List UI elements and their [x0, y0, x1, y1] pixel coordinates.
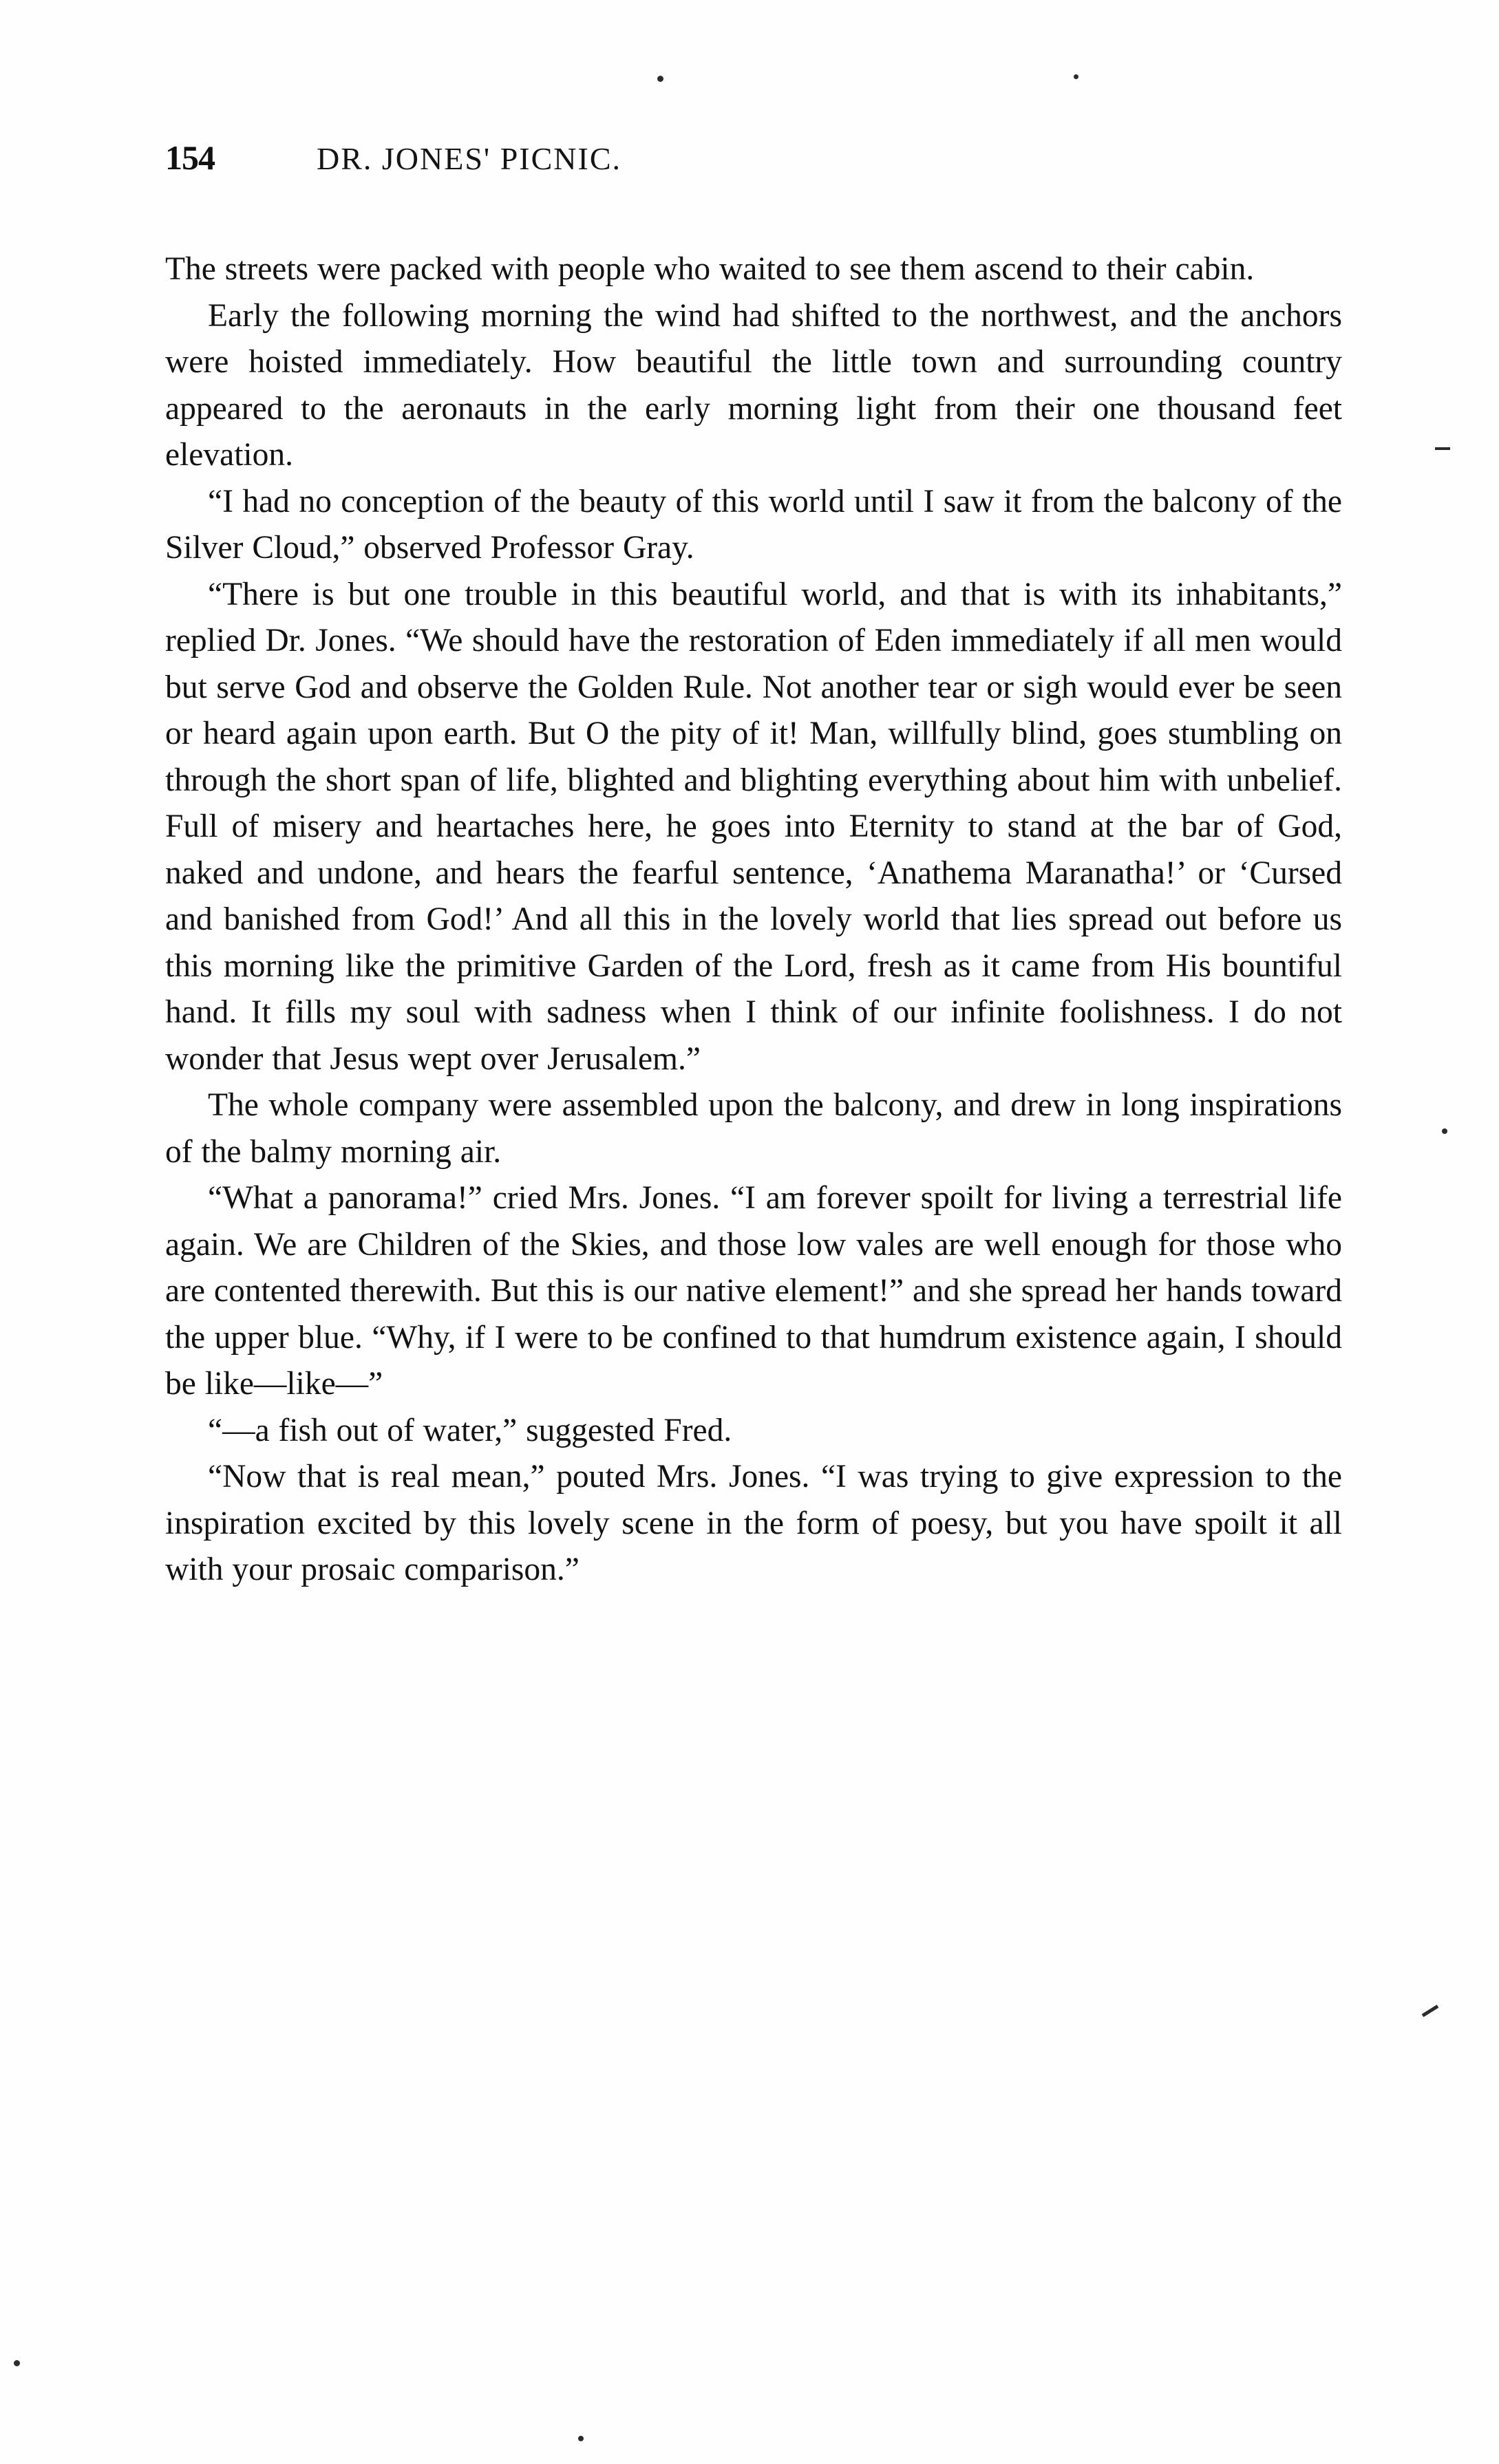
scan-speck	[1074, 74, 1078, 79]
paragraph: The streets were packed with people who waited to see them ascend to their cabin.	[165, 251, 1255, 287]
paragraph: “There is but one trouble in this beautiful world, and that is with its inhabitants,” replied Dr. Jones. “We should have the restoration of Eden immediately if all men would but serve God and observe the Golden Rule. Not another tear or sigh would ever be seen or heard again upon earth. But O the pity of it! Man, willfully blind, goes stumbling on through the short span of life, blighted and blighting everything about him with unbelief. Full of misery and heartaches here, he goes into Eternity to stand at the bar of God, naked and undone, and hears the fearful sentence, ‘Anathema Maranatha!’ or ‘Cursed and banished from God!’ And all this in the lovely world that lies spread out before us this morning like the primitive Garden of the Lord, fresh as it came from His bountiful hand. It fills my soul with sadness when I think of our infinite foolishness. I do not wonder that Jesus wept over Jerusalem.”	[165, 576, 1342, 1077]
page-number: 154	[165, 138, 215, 177]
page-content	[165, 138, 1342, 1594]
running-head: DR. JONES' PICNIC.	[317, 141, 622, 176]
paragraph: The whole company were assembled upon the balcony, and drew in long inspirations of the balmy morning air.	[165, 1087, 1342, 1170]
scan-speck	[578, 2436, 584, 2441]
scan-speck	[1442, 1128, 1447, 1134]
scan-speck	[657, 76, 663, 82]
scan-speck	[1422, 2004, 1439, 2017]
paragraph: “—a fish out of water,” suggested Fred.	[208, 1412, 732, 1448]
scan-speck	[1435, 447, 1450, 450]
paragraph: “What a panorama!” cried Mrs. Jones. “I am forever spoilt for living a terrestrial life again. We are Children of the Skies, and those low vales are well enough for those who are contented therewith. But this is our native element!” and she spread her hands toward the upper blue. “Why, if I were to be confined to that humdrum existence again, I should be like—like—”	[165, 1180, 1342, 1402]
paragraph: “I had no conception of the beauty of this world until I saw it from the balcony of the Silver Cloud,” observed Professor Gray.	[165, 483, 1342, 566]
paragraph: “Now that is real mean,” pouted Mrs. Jones. “I was trying to give expression to the inspiration excited by this lovely scene in the form of poesy, but you have spoilt it all with your prosaic comparison.”	[165, 1459, 1342, 1587]
scan-speck	[14, 2360, 20, 2366]
page-header	[165, 138, 1342, 186]
paragraph: Early the following morning the wind had shifted to the northwest, and the anchors were hoisted immediately. How beautiful the little town and surrounding country appeared to the aeronauts in the early morning light from their one thousand feet elevation.	[165, 297, 1342, 473]
body-text	[165, 246, 1342, 1594]
